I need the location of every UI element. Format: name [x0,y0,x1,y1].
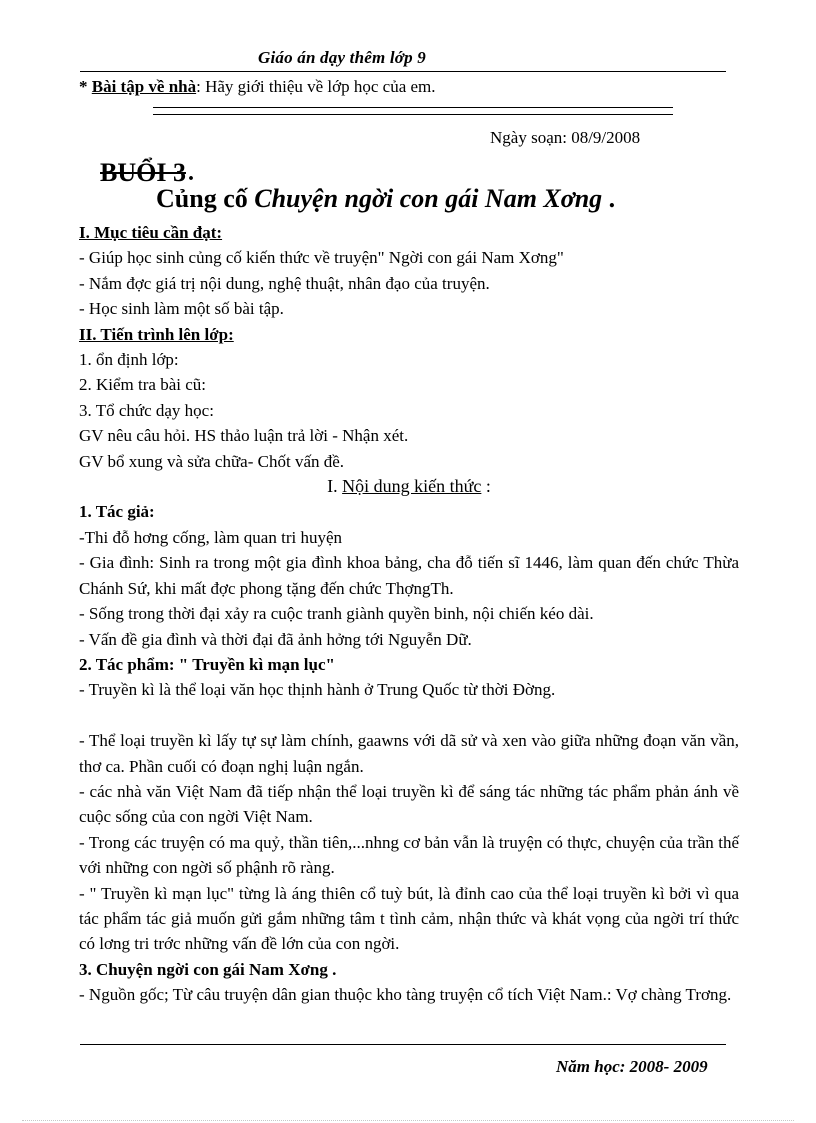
procedure-item: GV bổ xung và sửa chữa- Chốt vấn đề. [79,451,345,471]
story-heading: 3. Chuyện ngời con gái Nam Xơng . [79,959,337,979]
author-heading: 1. Tác giả: [79,502,155,522]
homework-line [79,77,436,97]
author-item: - Sống trong thời đại xảy ra cuộc tranh giành quyền binh, nội chiến kéo dài. [79,604,594,624]
objective-item: - Nắm đợc giá trị nội dung, nghệ thuật, nhân đạo của truyện. [79,273,490,293]
objective-item: - Giúp học sinh củng cố kiến thức về truyện" Ngời con gái Nam Xơng" [79,248,564,268]
content-title: I. Nội dung kiến thức : [327,476,491,497]
header-rule [80,71,726,72]
author-item: - Gia đình: Sinh ra trong một gia đình khoa bảng, cha đỗ tiến sĩ 1446, làm quan đến chức Thừa Chánh Sứ, khi mất đợc phong tặng đến chức ThợngTh. [79,553,739,598]
procedure-item: GV nêu câu hỏi. HS thảo luận trả lời - Nhận xét. [79,426,409,446]
blank-line [79,703,739,728]
work-heading: 2. Tác phẩm: " Truyền kì mạn lục" [79,654,335,674]
work-item: - Trong các truyện có ma quỷ, thần tiên,...nhng cơ bản vẫn là truyện có thực, chuyện của trần thế với những con ngời số phậnh rõ ràng. [79,832,739,878]
homework-star: * [79,77,88,96]
session-dot: . [188,160,194,186]
section-heading-procedure: II. Tiến trình lên lớp: [79,324,234,344]
story-item: - Nguồn gốc; Từ câu truyện dân gian thuộc kho tàng truyện cổ tích Việt Nam.: Vợ chàng Trơng. [79,985,732,1005]
lesson-title [156,184,615,214]
work-item: - các nhà văn Việt Nam đã tiếp nhận thể loại truyền kì để sáng tác những tác phẩm phản ánh về cuộc sống của con ngời Việt Nam. [79,781,739,827]
homework-label: Bài tập về nhà [91,77,197,96]
author-item: -Thi đỗ hơng cống, làm quan tri huyện [79,527,342,547]
footer-school-year: Năm học: 2008- 2009 [556,1057,708,1076]
work-item: - " Truyền kì mạn lục" từng là áng thiên cổ tuỳ bút, là đỉnh cao của thể loại truyền kì bởi vì qua tác phẩm tác giả muốn gửi gắm những tâm t tình cảm, nhận thức và khát vọng của ngời trí thức có lơng tri trớc những vấn đề lớn của con ngời. [79,883,739,954]
procedure-item: 3. Tổ chức dạy học: [79,400,214,420]
page-bottom-dotted-edge [22,1120,794,1121]
procedure-item: 2. Kiểm tra bài cũ: [79,375,206,395]
work-item: - Thể loại truyền kì lấy tự sự làm chính, gaawns với dã sử và xen vào giữa những đoạn văn vần, thơ ca. Phần cuối có đoạn nghị luận ngắn. [79,731,739,776]
preparation-date: Ngày soạn: 08/9/2008 [490,128,641,147]
session-label: BUỔI 3 [100,158,186,187]
author-item: - Vấn đề gia đình và thời đại đã ảnh hởng tới Nguyễn Dữ. [79,629,472,649]
double-rule-divider [153,107,673,115]
objective-item: - Học sinh làm một số bài tập. [79,299,284,319]
header-title: Giáo án dạy thêm lớp 9 [258,48,426,67]
lesson-title-prefix: Củng cố [156,184,255,213]
lesson-title-italic: Chuyện ngời con gái Nam Xơng [254,184,603,213]
section-heading-objectives: I. Mục tiêu cần đạt: [79,223,223,242]
document-body [79,220,739,1008]
homework-text: : Hãy giới thiệu về lớp học của em. [196,77,436,96]
lesson-title-suffix: . [602,184,616,213]
footer-rule [80,1044,726,1045]
work-item: - Truyền kì là thể loại văn học thịnh hành ở Trung Quốc từ thời Đờng. [79,680,556,700]
procedure-item: 1. ổn định lớp: [79,350,179,370]
